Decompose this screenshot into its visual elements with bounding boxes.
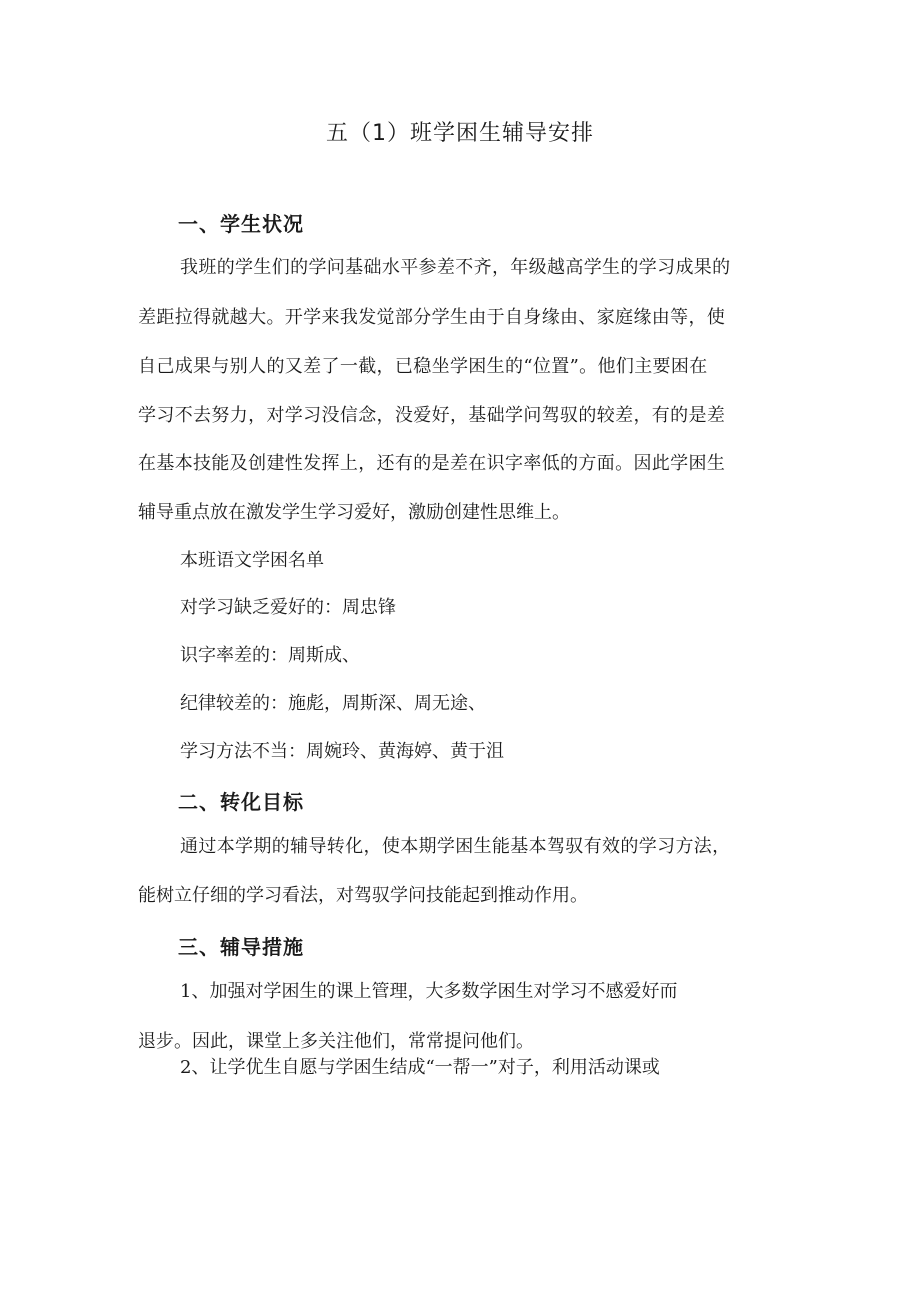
measure-item-line: 1、加强对学困生的课上管理，大多数学困生对学习不感爱好而 bbox=[180, 981, 678, 1002]
paragraph-line: 在基本技能及创建性发挥上，还有的是差在识字率低的方面。因此学困生 bbox=[138, 453, 726, 474]
paragraph-line: 我班的学生们的学问基础水平参差不齐，年级越高学生的学习成果的 bbox=[180, 257, 731, 278]
list-title: 本班语文学困名单 bbox=[180, 550, 324, 571]
paragraph-line: 辅导重点放在激发学生学习爱好，激励创建性思维上。 bbox=[138, 502, 570, 523]
section-heading-student-status: 一、学生状况 bbox=[178, 212, 304, 236]
section-heading-goal: 二、转化目标 bbox=[178, 790, 304, 814]
paragraph-line: 通过本学期的辅导转化，使本期学困生能基本驾驭有效的学习方法， bbox=[180, 836, 731, 857]
list-item: 纪律较差的：施彪，周斯深、周无途、 bbox=[180, 693, 486, 714]
paragraph-line: 学习不去努力，对学习没信念，没爱好，基础学问驾驭的较差，有的是差 bbox=[138, 405, 726, 426]
paragraph-line: 能树立仔细的学习看法，对驾驭学问技能起到推动作用。 bbox=[138, 885, 588, 906]
paragraph-line: 自己成果与别人的又差了一截，已稳坐学困生的“位置”。他们主要困在 bbox=[138, 356, 708, 377]
section-heading-measures: 三、辅导措施 bbox=[178, 935, 304, 959]
paragraph-line: 差距拉得就越大。开学来我发觉部分学生由于自身缘由、家庭缘由等，使 bbox=[138, 307, 726, 328]
list-item: 识字率差的：周斯成、 bbox=[180, 645, 360, 666]
document-title: 五（1）班学困生辅导安排 bbox=[326, 121, 594, 146]
list-item: 对学习缺乏爱好的：周忠锋 bbox=[180, 597, 396, 618]
measure-item-line: 退步。因此，课堂上多关注他们，常常提问他们。 bbox=[138, 1031, 534, 1052]
measure-item-line: 2、让学优生自愿与学困生结成“一帮一”对子，利用活动课或 bbox=[180, 1057, 660, 1078]
list-item: 学习方法不当：周婉玲、黄海婷、黄于沮 bbox=[180, 741, 504, 762]
